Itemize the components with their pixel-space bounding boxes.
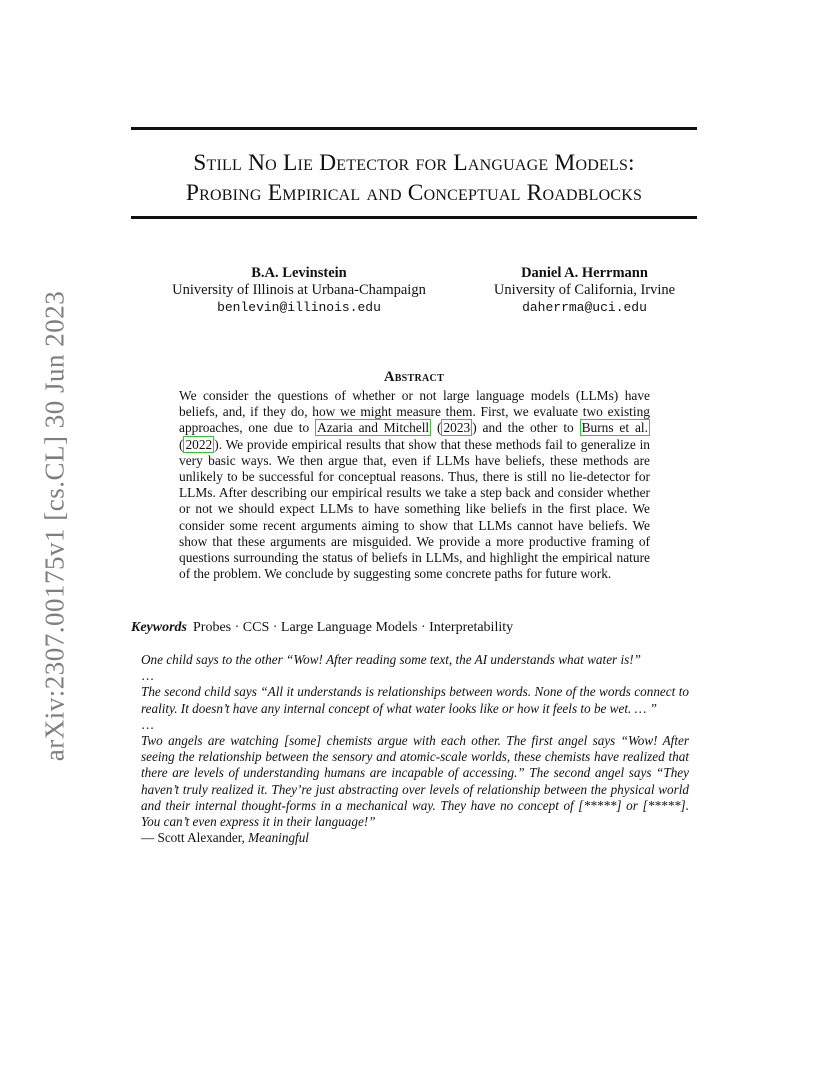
citation-year-link[interactable]: 2023	[443, 420, 471, 436]
abstract-heading: Abstract	[383, 369, 445, 385]
author-name: Daniel A. Herrmann	[521, 265, 648, 281]
attribution-author: — Scott Alexander,	[141, 830, 249, 846]
author-block-1	[160, 265, 438, 316]
author-affiliation: University of Illinois at Urbana-Champaign	[172, 282, 426, 298]
abstract-text: (	[431, 420, 442, 436]
abstract-text: We consider the questions of whether or not large language models (LLMs) have beliefs, and, if they do, how we might measure them. First, we evaluate two existing approaches, one due to	[179, 388, 650, 436]
paper-title-line-2: Probing Empirical and Conceptual Roadblocks	[185, 180, 643, 206]
epigraph-ellipsis: …	[141, 668, 155, 684]
author-affiliation: University of California, Irvine	[493, 282, 676, 298]
arxiv-identifier: arXiv:2307.00175v1 [cs.CL] 30 Jun 2023	[39, 290, 70, 762]
paper-title-line-1: Still No Lie Detector for Language Models:	[193, 150, 635, 176]
abstract-text: ) and the other to	[472, 420, 580, 436]
epigraph	[141, 652, 689, 846]
abstract-text: ). We provide empirical results that show that these methods fail to generalize in very basic ways. We then argue that, even if LLMs have beliefs, these methods are unlikely to be successful for conceptual reasons. Thus, there is still no lie-detector for LLMs. After describing our empirical results we take a step back and consider whether or not we should expect LLMs to have something like beliefs in the first place. We consider some recent arguments aiming to show that LLMs cannot have beliefs. We show that these arguments are misguided. We provide a more productive framing of questions surrounding the status of beliefs in LLMs, and highlight the empirical nature of the problem. We conclude by suggesting some concrete paths for future work.	[179, 436, 650, 582]
author-block-2	[462, 265, 707, 316]
keywords-list: Probes · CCS · Large Language Models · Interpretability	[193, 620, 514, 635]
abstract-body	[179, 388, 650, 582]
citation-link-burns[interactable]: Burns et al.	[581, 420, 648, 436]
abstract-text: (	[179, 436, 184, 452]
author-name: B.A. Levinstein	[251, 265, 347, 281]
author-email[interactable]: benlevin@illinois.edu	[217, 300, 381, 315]
keywords-label: Keywords	[131, 620, 187, 635]
title-rule-top	[131, 127, 697, 130]
epigraph-paragraph: One child says to the other “Wow! After reading some text, the AI understands what water is!”	[141, 652, 641, 667]
epigraph-attribution	[141, 830, 689, 846]
epigraph-paragraph: The second child says “All it understands is relationships between words. None of the words connect to reality. It doesn’t have any internal concept of what water looks like or how it feels to be wet. … ”	[141, 684, 689, 716]
keywords-line	[131, 620, 513, 636]
paper-title	[131, 148, 697, 208]
epigraph-paragraph: Two angels are watching [some] chemists argue with each other. The first angel says “Wow! After seeing the relationship between the sensory and atomic-scale worlds, these chemists have realized that there are levels of understanding humans are incapable of accessing.” The second angel says “They haven’t truly realized it. They’re just abstracting over levels of relationship between the physical world and their internal thought-forms in a mechanical way. They have no concept of [*****] or [*****]. You can’t even express it in their language!”	[141, 733, 689, 830]
title-rule-bottom	[131, 216, 697, 219]
author-email[interactable]: daherrma@uci.edu	[522, 300, 647, 315]
attribution-work: Meaningful	[248, 830, 309, 846]
citation-year-link[interactable]: 2022	[185, 436, 213, 452]
epigraph-ellipsis: …	[141, 716, 155, 732]
citation-link-azaria[interactable]: Azaria and Mitchell	[317, 420, 430, 436]
